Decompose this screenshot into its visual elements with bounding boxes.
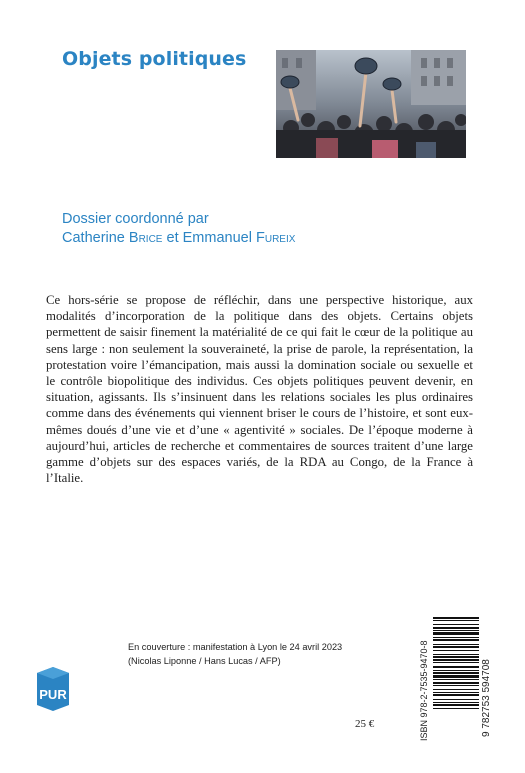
barcode-bar	[433, 692, 479, 693]
barcode-bar	[433, 630, 479, 631]
credit-names	[62, 229, 295, 248]
cover-note-line2: (Nicolas Liponne / Hans Lucas / AFP)	[128, 655, 281, 666]
editor2-first: Emmanuel	[182, 230, 252, 246]
barcode-bar	[433, 656, 479, 658]
pur-logo-icon	[35, 667, 71, 711]
editors-credit	[62, 210, 295, 248]
barcode-bar	[433, 646, 479, 648]
credit-intro: Dossier coordonné par	[62, 211, 209, 227]
book-description: Ce hors-série se propose de réfléchir, dans une perspective historique, aux modalités d’incorporation de la politique dans des objets. Certains objets permettent de saisir finement la matérialité de ce qui fait le cœur de la politique au sens large : non seulement la souveraineté, la prise de parole, la représentation, la protestation voire l’émancipation, mais aussi la domination sociale ou sexuelle et le contrôle biopolitique des individus. Ces objets politiques peuvent devenir, en situation, agissants. Ils s’insinuent dans les relations sociales les plus ordinaires comme dans des événements qui viennent briser le cours de l’histoire, et sont eux-mêmes doués d’une vie et d’une « agentivité » sociales. De l’époque moderne à aujourd’hui, articles de recherche et commentaires de sources traitent d’une large gamme d’objets sur des espaces variés, de la RDA au Congo, de la France à l’Italie.	[46, 293, 473, 486]
barcode-bar	[433, 637, 479, 638]
barcode-bar	[433, 685, 479, 686]
editor1-first: Catherine	[62, 230, 125, 246]
barcode-bar	[433, 689, 479, 690]
barcode-bar	[433, 704, 479, 706]
editor1-last: Brice	[128, 230, 163, 246]
barcode-bar	[433, 639, 479, 641]
barcode-bar	[433, 672, 479, 674]
isbn-digits: 9 782753 594708	[481, 659, 491, 737]
barcode-bar	[433, 694, 479, 696]
credit-conj: et	[166, 230, 179, 246]
barcode-bar	[433, 679, 479, 680]
cover-photo-credit	[128, 641, 342, 668]
barcode-bar	[433, 632, 479, 635]
barcode-bar	[433, 620, 479, 621]
book-title: Objets politiques	[62, 48, 247, 70]
barcode-bar	[433, 624, 479, 625]
publisher-logo	[35, 667, 71, 711]
isbn-label: ISBN 978-2-7535-9470-8	[419, 640, 429, 741]
cover-note-line1: En couverture : manifestation à Lyon le 24 avril 2023	[128, 642, 343, 652]
barcode-bar	[433, 670, 479, 671]
barcode-bar	[433, 682, 479, 684]
barcode-bar	[433, 699, 479, 700]
barcode-bar	[433, 617, 479, 619]
barcode-bar	[433, 662, 479, 663]
cover-photo	[276, 50, 466, 158]
barcode-icon	[413, 613, 491, 741]
barcode-bar	[433, 627, 479, 629]
barcode-bar	[433, 666, 479, 668]
barcode-bar	[433, 702, 479, 703]
barcode-bar	[433, 708, 479, 709]
logo-text: PUR	[39, 687, 67, 702]
barcode-bar	[433, 675, 479, 678]
barcode-bar	[433, 650, 479, 651]
barcode-bar	[433, 644, 479, 645]
barcode-bar	[433, 659, 479, 661]
editor2-last: Fureix	[255, 230, 296, 246]
crowd-protest-photo-icon	[276, 50, 466, 158]
isbn-barcode	[413, 613, 491, 741]
barcode-bar	[433, 654, 479, 655]
price: 25 €	[355, 718, 375, 730]
